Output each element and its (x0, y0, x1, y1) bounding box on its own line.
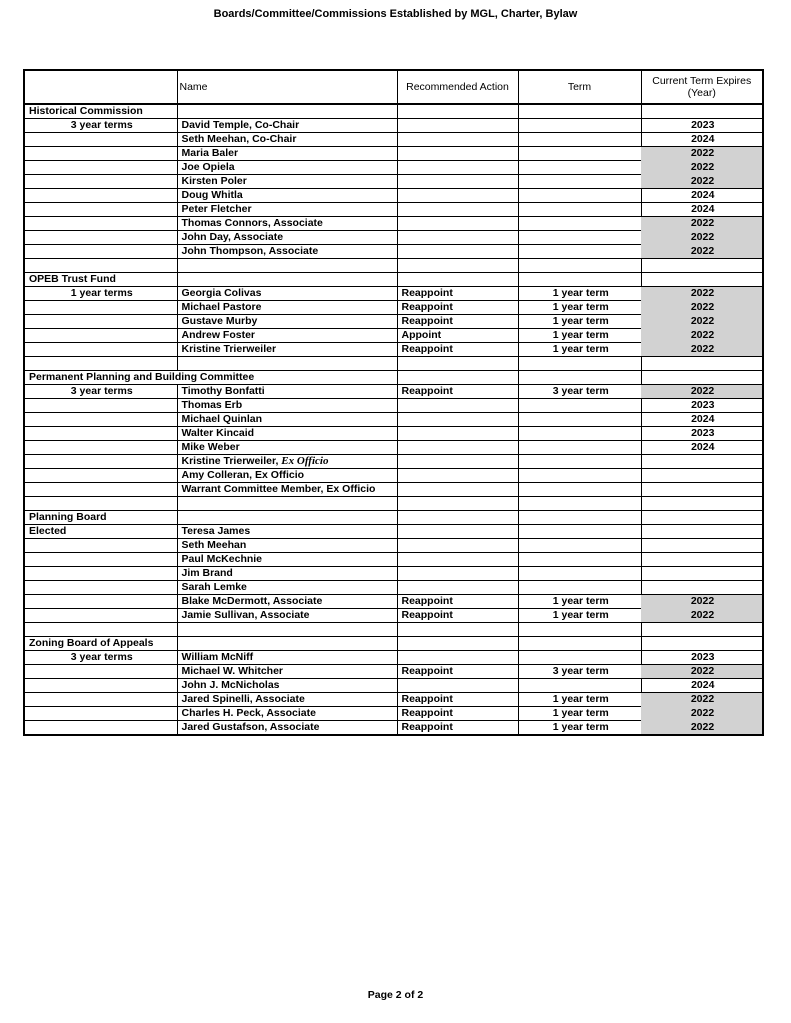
section-title-cell: Zoning Board of Appeals (24, 637, 177, 651)
action-cell: Reappoint (397, 595, 518, 609)
name-cell: Andrew Foster (177, 329, 397, 343)
term-cell: 3 year term (518, 665, 641, 679)
term-type-cell: 1 year terms (24, 287, 177, 301)
term-type-cell (24, 315, 177, 329)
action-cell (397, 119, 518, 133)
member-row (24, 441, 763, 455)
term-cell: 1 year term (518, 315, 641, 329)
term-cell (518, 511, 641, 525)
term-type-cell: 3 year terms (24, 119, 177, 133)
name-cell: Timothy Bonfatti (177, 385, 397, 399)
member-row (24, 231, 763, 245)
term-cell (518, 371, 641, 385)
action-cell (397, 104, 518, 119)
action-cell (397, 679, 518, 693)
spacer-row (24, 357, 763, 371)
member-row (24, 427, 763, 441)
term-type-cell (24, 161, 177, 175)
term-cell (518, 119, 641, 133)
year-cell (641, 539, 763, 553)
term-cell (518, 581, 641, 595)
term-type-cell (24, 567, 177, 581)
term-cell (518, 679, 641, 693)
year-cell: 2022 (641, 315, 763, 329)
name-cell: John J. McNicholas (177, 679, 397, 693)
year-cell: 2022 (641, 721, 763, 736)
action-cell (397, 175, 518, 189)
committee-table (23, 69, 764, 736)
term-cell: 1 year term (518, 707, 641, 721)
term-cell (518, 273, 641, 287)
action-cell (397, 539, 518, 553)
member-row (24, 301, 763, 315)
term-type-cell: Elected (24, 525, 177, 539)
col-header-recommended-action: Recommended Action (397, 70, 518, 104)
year-cell: 2022 (641, 301, 763, 315)
action-cell: Reappoint (397, 707, 518, 721)
name-cell: Georgia Colivas (177, 287, 397, 301)
action-cell (397, 623, 518, 637)
member-row (24, 133, 763, 147)
term-cell (518, 469, 641, 483)
year-cell (641, 581, 763, 595)
term-type-cell (24, 343, 177, 357)
term-type-cell (24, 679, 177, 693)
name-cell: Peter Fletcher (177, 203, 397, 217)
action-cell: Reappoint (397, 343, 518, 357)
name-cell: Paul McKechnie (177, 553, 397, 567)
action-cell (397, 637, 518, 651)
year-cell: 2023 (641, 119, 763, 133)
term-type-cell (24, 665, 177, 679)
term-type-cell (24, 441, 177, 455)
header-row (24, 70, 763, 104)
term-cell (518, 623, 641, 637)
member-row (24, 217, 763, 231)
year-cell (641, 469, 763, 483)
section-row (24, 273, 763, 287)
action-cell (397, 217, 518, 231)
action-cell (397, 245, 518, 259)
name-cell: Jamie Sullivan, Associate (177, 609, 397, 623)
year-cell (641, 455, 763, 469)
section-row (24, 104, 763, 119)
term-cell (518, 147, 641, 161)
term-cell (518, 357, 641, 371)
year-cell: 2022 (641, 217, 763, 231)
year-cell: 2022 (641, 175, 763, 189)
year-cell (641, 525, 763, 539)
year-cell (641, 273, 763, 287)
action-cell: Reappoint (397, 287, 518, 301)
col-header-category (24, 70, 177, 104)
term-type-cell (24, 357, 177, 371)
term-type-cell (24, 245, 177, 259)
year-cell (641, 567, 763, 581)
term-cell (518, 161, 641, 175)
term-cell (518, 637, 641, 651)
year-cell: 2024 (641, 133, 763, 147)
member-row (24, 147, 763, 161)
section-title-cell: Permanent Planning and Building Committee (24, 371, 397, 385)
member-row (24, 287, 763, 301)
section-title-cell: OPEB Trust Fund (24, 273, 177, 287)
member-row (24, 315, 763, 329)
action-cell (397, 189, 518, 203)
term-cell (518, 413, 641, 427)
action-cell: Reappoint (397, 609, 518, 623)
year-cell: 2022 (641, 665, 763, 679)
year-cell: 2022 (641, 343, 763, 357)
term-cell (518, 175, 641, 189)
term-cell: 1 year term (518, 609, 641, 623)
term-cell: 3 year term (518, 385, 641, 399)
name-cell: Walter Kincaid (177, 427, 397, 441)
year-cell: 2023 (641, 399, 763, 413)
action-cell (397, 553, 518, 567)
year-cell: 2022 (641, 161, 763, 175)
member-row (24, 203, 763, 217)
year-cell: 2022 (641, 147, 763, 161)
action-cell: Reappoint (397, 665, 518, 679)
action-cell (397, 133, 518, 147)
year-cell: 2022 (641, 609, 763, 623)
name-cell: Jared Gustafson, Associate (177, 721, 397, 736)
term-type-cell (24, 623, 177, 637)
name-cell: William McNiff (177, 651, 397, 665)
col-header-current-term-expires (641, 70, 763, 104)
member-row (24, 245, 763, 259)
name-cell: Seth Meehan (177, 539, 397, 553)
term-type-cell (24, 455, 177, 469)
action-cell: Reappoint (397, 315, 518, 329)
name-cell: Michael Quinlan (177, 413, 397, 427)
name-cell: Thomas Connors, Associate (177, 217, 397, 231)
term-type-cell (24, 427, 177, 441)
spacer-row (24, 497, 763, 511)
name-cell: Amy Colleran, Ex Officio (177, 469, 397, 483)
term-type-cell (24, 217, 177, 231)
action-cell (397, 651, 518, 665)
term-type-cell (24, 595, 177, 609)
term-type-cell: 3 year terms (24, 651, 177, 665)
action-cell (397, 203, 518, 217)
action-cell (397, 469, 518, 483)
action-cell (397, 371, 518, 385)
section-row (24, 511, 763, 525)
name-cell: Jim Brand (177, 567, 397, 581)
year-cell: 2024 (641, 189, 763, 203)
name-cell: Kirsten Poler (177, 175, 397, 189)
section-title-cell: Planning Board (24, 511, 177, 525)
term-cell (518, 104, 641, 119)
term-cell: 1 year term (518, 287, 641, 301)
year-cell: 2022 (641, 245, 763, 259)
name-cell (177, 259, 397, 273)
member-row (24, 693, 763, 707)
action-cell (397, 567, 518, 581)
term-cell: 1 year term (518, 595, 641, 609)
year-cell: 2022 (641, 595, 763, 609)
term-cell (518, 217, 641, 231)
member-row (24, 651, 763, 665)
action-cell: Reappoint (397, 385, 518, 399)
year-cell (641, 371, 763, 385)
name-cell: Blake McDermott, Associate (177, 595, 397, 609)
member-row (24, 329, 763, 343)
name-cell (177, 497, 397, 511)
name-cell: Maria Baler (177, 147, 397, 161)
member-row (24, 413, 763, 427)
term-cell (518, 567, 641, 581)
member-row (24, 721, 763, 736)
name-cell: Kristine Trierweiler, Ex Officio (177, 455, 397, 469)
year-cell (641, 104, 763, 119)
year-cell (641, 259, 763, 273)
name-cell: Seth Meehan, Co-Chair (177, 133, 397, 147)
term-cell (518, 427, 641, 441)
term-cell (518, 133, 641, 147)
term-type-cell (24, 707, 177, 721)
name-cell: Joe Opiela (177, 161, 397, 175)
year-cell: 2024 (641, 413, 763, 427)
term-type-cell (24, 553, 177, 567)
year-cell (641, 623, 763, 637)
table-header (24, 70, 763, 104)
action-cell (397, 483, 518, 497)
name-cell (177, 104, 397, 119)
year-cell: 2024 (641, 203, 763, 217)
section-row (24, 637, 763, 651)
term-cell (518, 539, 641, 553)
term-type-cell: 3 year terms (24, 385, 177, 399)
term-cell (518, 525, 641, 539)
term-cell (518, 203, 641, 217)
member-row (24, 385, 763, 399)
year-cell (641, 357, 763, 371)
member-row (24, 553, 763, 567)
term-cell (518, 259, 641, 273)
table-body (24, 104, 763, 735)
term-type-cell (24, 231, 177, 245)
action-cell (397, 511, 518, 525)
year-cell: 2022 (641, 231, 763, 245)
section-title-cell: Historical Commission (24, 104, 177, 119)
year-cell (641, 497, 763, 511)
action-cell (397, 427, 518, 441)
member-row (24, 189, 763, 203)
member-row (24, 581, 763, 595)
term-type-cell (24, 581, 177, 595)
page-number: Page 2 of 2 (367, 989, 424, 1001)
term-cell (518, 483, 641, 497)
name-cell (177, 511, 397, 525)
action-cell (397, 147, 518, 161)
action-cell: Reappoint (397, 721, 518, 736)
term-cell (518, 497, 641, 511)
spacer-row (24, 259, 763, 273)
year-cell: 2023 (641, 651, 763, 665)
action-cell: Appoint (397, 329, 518, 343)
term-type-cell (24, 189, 177, 203)
term-type-cell (24, 301, 177, 315)
term-cell (518, 455, 641, 469)
year-cell: 2022 (641, 707, 763, 721)
year-cell: 2024 (641, 679, 763, 693)
year-cell: 2023 (641, 427, 763, 441)
member-row (24, 665, 763, 679)
action-cell (397, 497, 518, 511)
action-cell (397, 357, 518, 371)
member-row (24, 161, 763, 175)
name-cell (177, 637, 397, 651)
term-cell (518, 189, 641, 203)
name-cell (177, 273, 397, 287)
term-cell (518, 231, 641, 245)
action-cell: Reappoint (397, 693, 518, 707)
action-cell (397, 259, 518, 273)
name-cell (177, 357, 397, 371)
action-cell: Reappoint (397, 301, 518, 315)
name-cell: Sarah Lemke (177, 581, 397, 595)
col-header-expires-line1: Current Term Expires (652, 75, 752, 87)
term-type-cell (24, 259, 177, 273)
term-type-cell (24, 175, 177, 189)
term-cell (518, 553, 641, 567)
action-cell (397, 581, 518, 595)
name-cell: Thomas Erb (177, 399, 397, 413)
name-cell: Kristine Trierweiler (177, 343, 397, 357)
term-cell (518, 441, 641, 455)
member-row (24, 595, 763, 609)
term-cell: 1 year term (518, 721, 641, 736)
spacer-row (24, 623, 763, 637)
name-cell: Mike Weber (177, 441, 397, 455)
action-cell (397, 413, 518, 427)
year-cell: 2022 (641, 693, 763, 707)
term-type-cell (24, 133, 177, 147)
member-row (24, 469, 763, 483)
term-type-cell (24, 147, 177, 161)
name-cell (177, 623, 397, 637)
year-cell: 2022 (641, 385, 763, 399)
term-type-cell (24, 413, 177, 427)
year-cell: 2022 (641, 329, 763, 343)
action-cell (397, 455, 518, 469)
name-cell: Teresa James (177, 525, 397, 539)
name-cell: David Temple, Co-Chair (177, 119, 397, 133)
page-title: Boards/Committee/Commissions Established by MGL, Charter, Bylaw (213, 8, 578, 20)
year-cell (641, 553, 763, 567)
year-cell (641, 483, 763, 497)
term-cell (518, 399, 641, 413)
action-cell (397, 231, 518, 245)
term-cell: 1 year term (518, 301, 641, 315)
name-cell: John Day, Associate (177, 231, 397, 245)
member-row (24, 455, 763, 469)
action-cell (397, 273, 518, 287)
member-row (24, 119, 763, 133)
member-row (24, 343, 763, 357)
col-header-term: Term (518, 70, 641, 104)
member-row (24, 525, 763, 539)
year-cell (641, 511, 763, 525)
term-type-cell (24, 539, 177, 553)
action-cell (397, 441, 518, 455)
name-cell: Gustave Murby (177, 315, 397, 329)
term-cell (518, 651, 641, 665)
year-cell (641, 637, 763, 651)
year-cell: 2022 (641, 287, 763, 301)
term-type-cell (24, 497, 177, 511)
section-row (24, 371, 763, 385)
term-cell (518, 245, 641, 259)
term-type-cell (24, 469, 177, 483)
member-row (24, 399, 763, 413)
term-cell: 1 year term (518, 693, 641, 707)
col-header-expires-line2: (Year) (687, 87, 716, 99)
term-type-cell (24, 693, 177, 707)
member-row (24, 567, 763, 581)
name-cell: Michael Pastore (177, 301, 397, 315)
member-row (24, 175, 763, 189)
year-cell: 2024 (641, 441, 763, 455)
name-cell: Charles H. Peck, Associate (177, 707, 397, 721)
col-header-name: Name (177, 70, 397, 104)
member-row (24, 483, 763, 497)
name-cell: John Thompson, Associate (177, 245, 397, 259)
term-type-cell (24, 399, 177, 413)
action-cell (397, 399, 518, 413)
action-cell (397, 525, 518, 539)
term-cell: 1 year term (518, 343, 641, 357)
name-cell: Jared Spinelli, Associate (177, 693, 397, 707)
name-cell: Michael W. Whitcher (177, 665, 397, 679)
member-row (24, 609, 763, 623)
term-type-cell (24, 203, 177, 217)
term-type-cell (24, 609, 177, 623)
name-cell: Warrant Committee Member, Ex Officio (177, 483, 397, 497)
member-row (24, 539, 763, 553)
ex-officio-label: Ex Officio (281, 455, 329, 467)
term-type-cell (24, 483, 177, 497)
member-row (24, 679, 763, 693)
action-cell (397, 161, 518, 175)
term-type-cell (24, 721, 177, 736)
name-cell: Doug Whitla (177, 189, 397, 203)
term-type-cell (24, 329, 177, 343)
member-row (24, 707, 763, 721)
term-cell: 1 year term (518, 329, 641, 343)
